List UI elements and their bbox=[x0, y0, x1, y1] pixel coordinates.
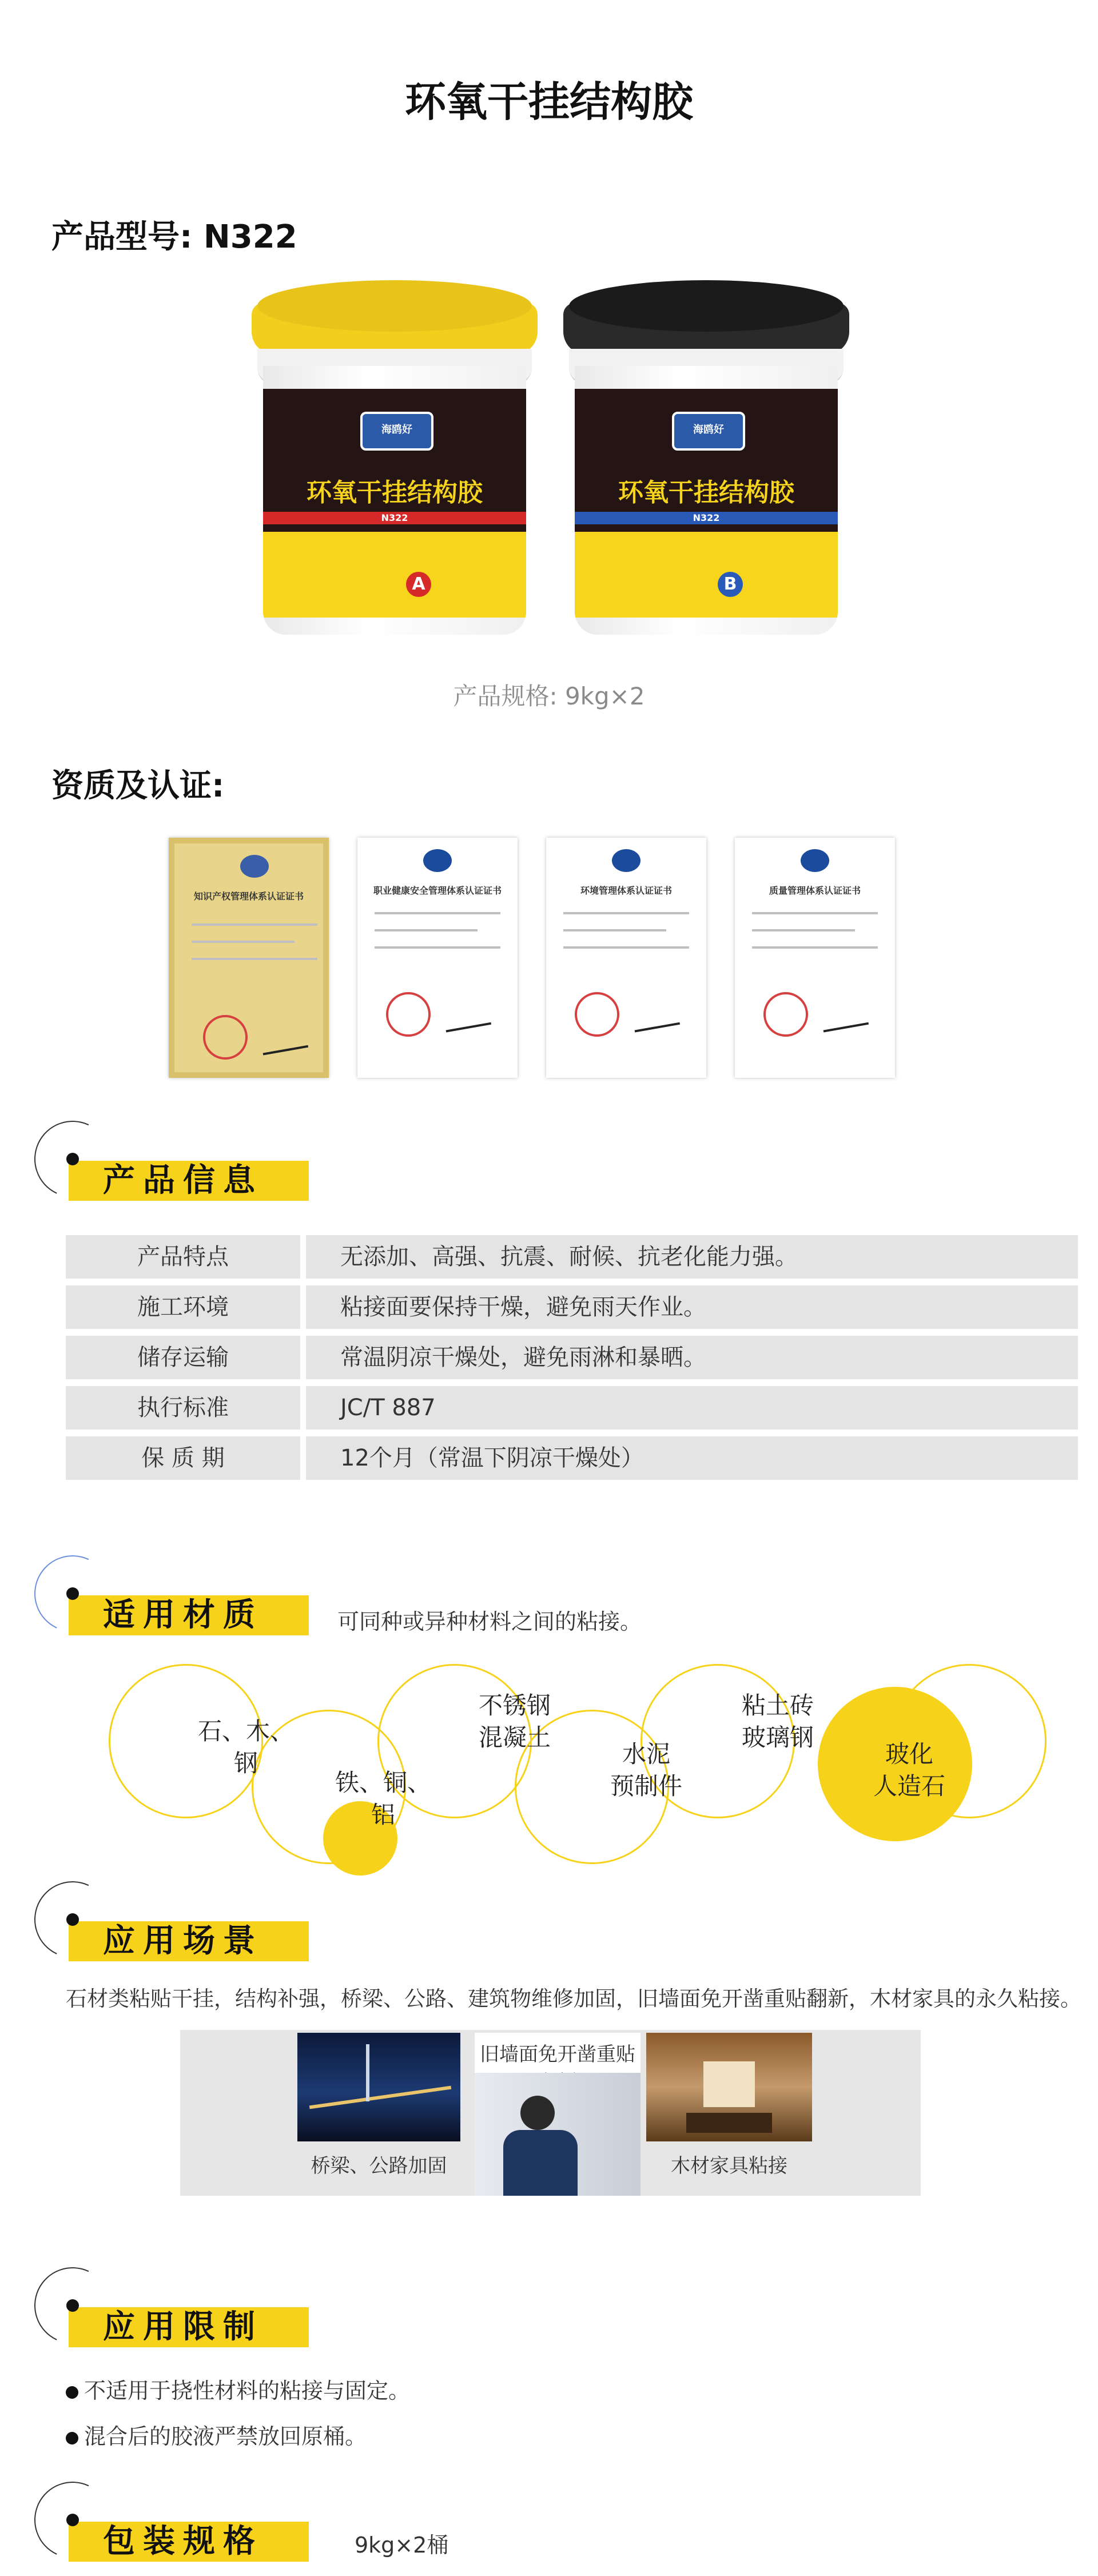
limitation-text: 混合后的胶液严禁放回原桶。 bbox=[84, 2424, 367, 2449]
bucket-code: N322 bbox=[693, 512, 720, 523]
product-spec: 产品规格: 9kg×2 bbox=[453, 682, 645, 710]
materials-description: 可同种或异种材料之间的粘接。 bbox=[337, 1609, 642, 1634]
material-label: 石、木、钢 bbox=[197, 1717, 294, 1777]
section-header-product-info bbox=[34, 1121, 320, 1207]
packaging-value: 9kg×2桶 bbox=[355, 2533, 449, 2558]
model-label: 产品型号: N322 bbox=[51, 218, 297, 256]
info-key: 储存运输 bbox=[66, 1336, 300, 1379]
material-label: 粘土砖 玻璃钢 bbox=[741, 1691, 814, 1751]
section-header-limitations bbox=[34, 2267, 320, 2353]
info-key: 施工环境 bbox=[66, 1285, 300, 1329]
brand-logo: 海鸥好 bbox=[672, 412, 745, 451]
table-row bbox=[66, 1235, 1078, 1279]
part-badge: B bbox=[718, 572, 743, 597]
section-title: 适用材质 bbox=[103, 1596, 263, 1634]
limitation-item bbox=[66, 2373, 410, 2404]
certificate-card bbox=[546, 838, 706, 1078]
limitation-item bbox=[66, 2419, 367, 2450]
decor-dot-icon bbox=[66, 2514, 79, 2526]
info-key: 执行标准 bbox=[66, 1386, 300, 1430]
product-bucket-b bbox=[558, 280, 855, 646]
brand-logo: 海鸥好 bbox=[360, 412, 433, 451]
section-header-packaging bbox=[34, 2482, 320, 2567]
bucket-product-name: 环氧干挂结构胶 bbox=[307, 478, 483, 507]
page-title: 环氧干挂结构胶 bbox=[404, 78, 693, 126]
info-value: 粘接面要保持干燥，避免雨天作业。 bbox=[306, 1285, 1078, 1329]
section-header-applications bbox=[34, 1881, 320, 1967]
material-label: 铁、铜、铝 bbox=[335, 1769, 431, 1829]
limitation-text: 不适用于挠性材料的粘接与固定。 bbox=[84, 2378, 411, 2403]
wall-renovation-photo bbox=[475, 2073, 640, 2196]
bridge-photo bbox=[297, 2033, 460, 2141]
table-row bbox=[66, 1386, 1078, 1430]
certificate-title: 环境管理体系认证证书 bbox=[580, 885, 672, 896]
info-key: 保 质 期 bbox=[66, 1436, 300, 1480]
certification-heading: 资质及认证: bbox=[51, 767, 225, 805]
table-row bbox=[66, 1436, 1078, 1480]
info-value: JC/T 887 bbox=[306, 1386, 1078, 1430]
section-title: 应用限制 bbox=[103, 2308, 263, 2346]
bucket-product-name: 环氧干挂结构胶 bbox=[618, 478, 794, 507]
product-info-table bbox=[66, 1235, 1078, 1487]
part-badge: A bbox=[406, 572, 431, 597]
decor-dot-icon bbox=[66, 2299, 79, 2312]
section-header-materials bbox=[34, 1555, 320, 1641]
material-label: 不锈钢 混凝土 bbox=[478, 1691, 551, 1751]
decor-dot-icon bbox=[66, 1913, 79, 1926]
certificate-card bbox=[169, 838, 329, 1078]
photo-caption-box bbox=[475, 2033, 640, 2073]
product-bucket-a bbox=[246, 280, 543, 646]
certificate-title: 质量管理体系认证证书 bbox=[769, 885, 861, 896]
photo-caption: 木材家具粘接 bbox=[671, 2155, 787, 2177]
section-title: 产品信息 bbox=[103, 1162, 263, 1199]
decor-dot-icon bbox=[66, 1587, 79, 1600]
table-row bbox=[66, 1285, 1078, 1329]
bullet-icon bbox=[66, 2432, 78, 2444]
photo-caption: 旧墙面免开凿重贴 bbox=[480, 2043, 635, 2066]
photo-caption: 桥梁、公路加固 bbox=[311, 2155, 447, 2177]
applications-description: 石材类粘贴干挂，结构补强，桥梁、公路、建筑物维修加固，旧墙面免开凿重贴翻新，木材家具的永久粘接。 bbox=[66, 1986, 1081, 2011]
bullet-icon bbox=[66, 2386, 78, 2399]
info-value: 常温阴凉干燥处，避免雨淋和暴晒。 bbox=[306, 1336, 1078, 1379]
table-row bbox=[66, 1336, 1078, 1379]
material-label: 玻化 人造石 bbox=[873, 1740, 945, 1800]
decor-dot-icon bbox=[66, 1153, 79, 1165]
certificate-title: 知识产权管理体系认证证书 bbox=[193, 891, 304, 902]
certificate-card bbox=[735, 838, 895, 1078]
info-value: 12个月（常温下阴凉干燥处） bbox=[306, 1436, 1078, 1480]
section-title: 包装规格 bbox=[103, 2523, 263, 2560]
info-key: 产品特点 bbox=[66, 1235, 300, 1279]
material-label: 水泥 预制件 bbox=[610, 1740, 682, 1800]
certificate-title: 职业健康安全管理体系认证证书 bbox=[373, 885, 502, 896]
section-title: 应用场景 bbox=[103, 1922, 263, 1960]
certificate-card bbox=[357, 838, 518, 1078]
info-value: 无添加、高强、抗震、耐候、抗老化能力强。 bbox=[306, 1235, 1078, 1279]
bucket-code: N322 bbox=[381, 512, 408, 523]
furniture-photo bbox=[646, 2033, 812, 2141]
